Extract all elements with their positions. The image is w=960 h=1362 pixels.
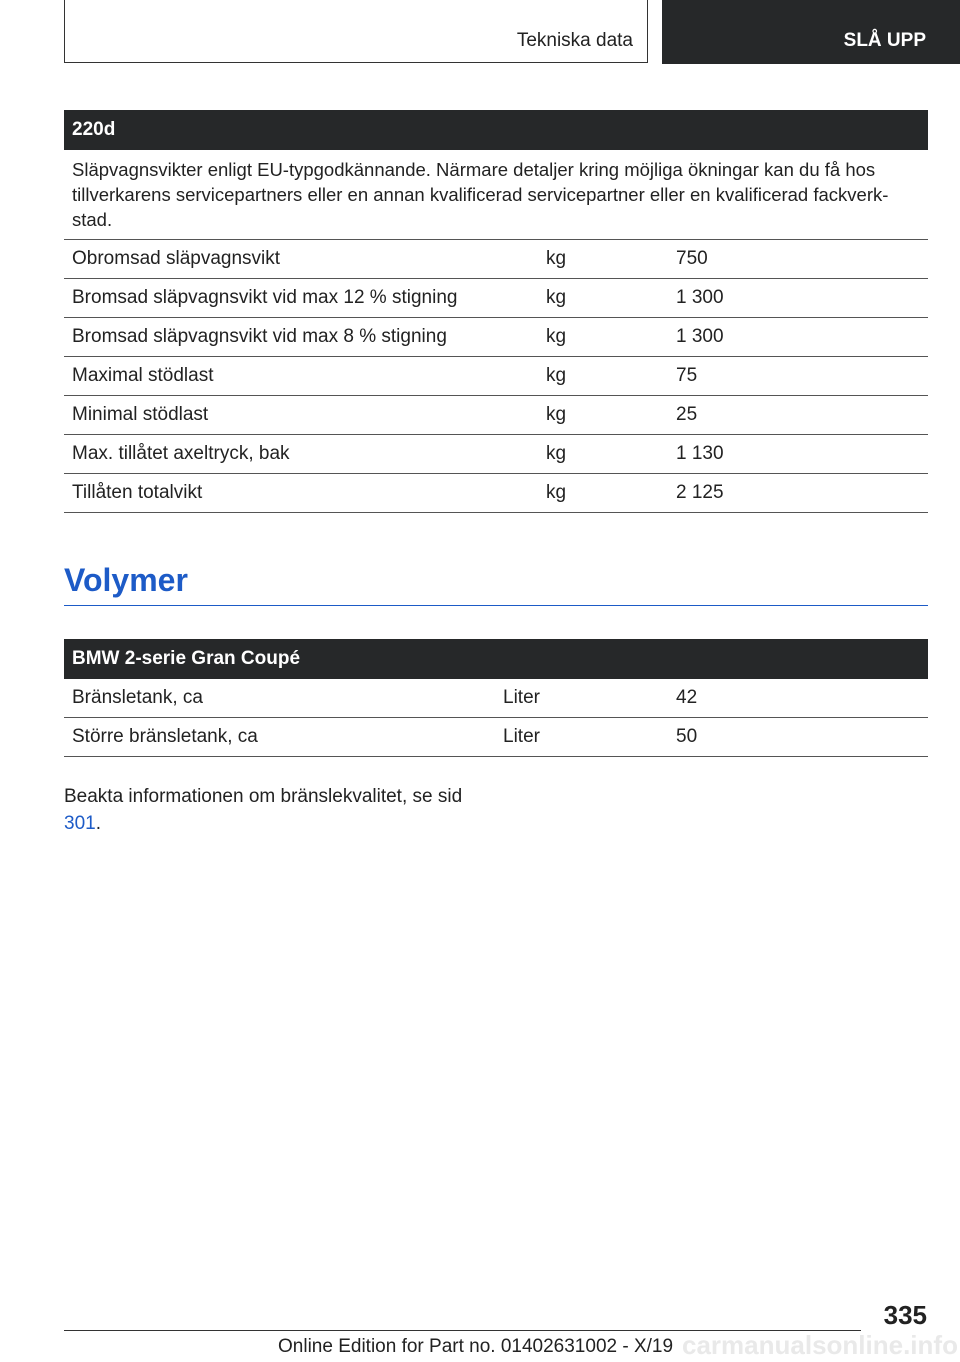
row-value: 1 300 bbox=[676, 326, 724, 347]
header-action-label[interactable]: SLÅ UPP bbox=[843, 30, 926, 51]
row-label: Max. tillåtet axeltryck, bak bbox=[72, 443, 290, 464]
row-value: 1 300 bbox=[676, 287, 724, 308]
row-unit: kg bbox=[546, 443, 567, 464]
row-label: Maximal stödlast bbox=[72, 365, 214, 386]
row-unit: kg bbox=[546, 404, 567, 425]
table-title: 220d bbox=[64, 110, 928, 150]
row-value: 50 bbox=[676, 726, 698, 747]
trailer-weight-table bbox=[64, 110, 928, 513]
table-title: BMW 2-serie Gran Coupé bbox=[64, 639, 928, 679]
row-label: Obromsad släpvagnsvikt bbox=[72, 248, 281, 269]
section-divider bbox=[64, 605, 928, 606]
header-section-tab bbox=[64, 0, 648, 63]
watermark: carmanualsonline.info bbox=[682, 1330, 958, 1360]
row-unit: kg bbox=[546, 482, 567, 503]
row-unit: kg bbox=[546, 287, 567, 308]
row-value: 2 125 bbox=[676, 482, 724, 503]
row-value: 42 bbox=[676, 687, 698, 708]
row-unit: kg bbox=[546, 248, 567, 269]
row-label: Bränsletank, ca bbox=[72, 687, 203, 708]
table-row bbox=[64, 474, 928, 513]
table-description: Släpvagnsvikter enligt EU-typgodkännande. Närmare detaljer kring möjliga ökningar kan du få hos tillverkarens servicepartners eller en annan kvalificerad servicepartner eller en kvalificerad fackverk-stad. bbox=[64, 150, 928, 240]
table-row bbox=[64, 240, 928, 279]
row-label: Större bränsletank, ca bbox=[72, 726, 258, 747]
row-unit: kg bbox=[546, 365, 567, 386]
row-unit: Liter bbox=[503, 687, 540, 708]
fuel-quality-note bbox=[64, 783, 464, 837]
edition-text: Online Edition for Part no. 01402631002 - X/19 bbox=[278, 1336, 674, 1357]
row-unit: kg bbox=[546, 326, 567, 347]
row-label: Bromsad släpvagnsvikt vid max 8 % stigning bbox=[72, 326, 447, 347]
section-title-volumes: Volymer bbox=[64, 562, 188, 598]
row-value: 75 bbox=[676, 365, 698, 386]
row-value: 25 bbox=[676, 404, 698, 425]
page-reference-link[interactable]: 301 bbox=[64, 813, 96, 834]
row-unit: Liter bbox=[503, 726, 540, 747]
row-label: Bromsad släpvagnsvikt vid max 12 % stigning bbox=[72, 287, 458, 308]
header-section-label: Tekniska data bbox=[516, 30, 633, 51]
row-value: 1 130 bbox=[676, 443, 724, 464]
table-row bbox=[64, 435, 928, 474]
row-label: Minimal stödlast bbox=[72, 404, 209, 425]
note-end: . bbox=[95, 813, 101, 834]
page-number: 335 bbox=[883, 1300, 927, 1330]
table-row bbox=[64, 718, 928, 757]
table-row bbox=[64, 357, 928, 396]
table-row bbox=[64, 279, 928, 318]
table-row bbox=[64, 679, 928, 718]
volume-table bbox=[64, 639, 928, 757]
row-value: 750 bbox=[676, 248, 708, 269]
table-row bbox=[64, 318, 928, 357]
header-action-tab[interactable] bbox=[662, 0, 960, 64]
row-label: Tillåten totalvikt bbox=[72, 482, 203, 503]
table-row bbox=[64, 396, 928, 435]
note-text: Beakta informationen om bränslekvalitet, se sid bbox=[64, 786, 463, 807]
